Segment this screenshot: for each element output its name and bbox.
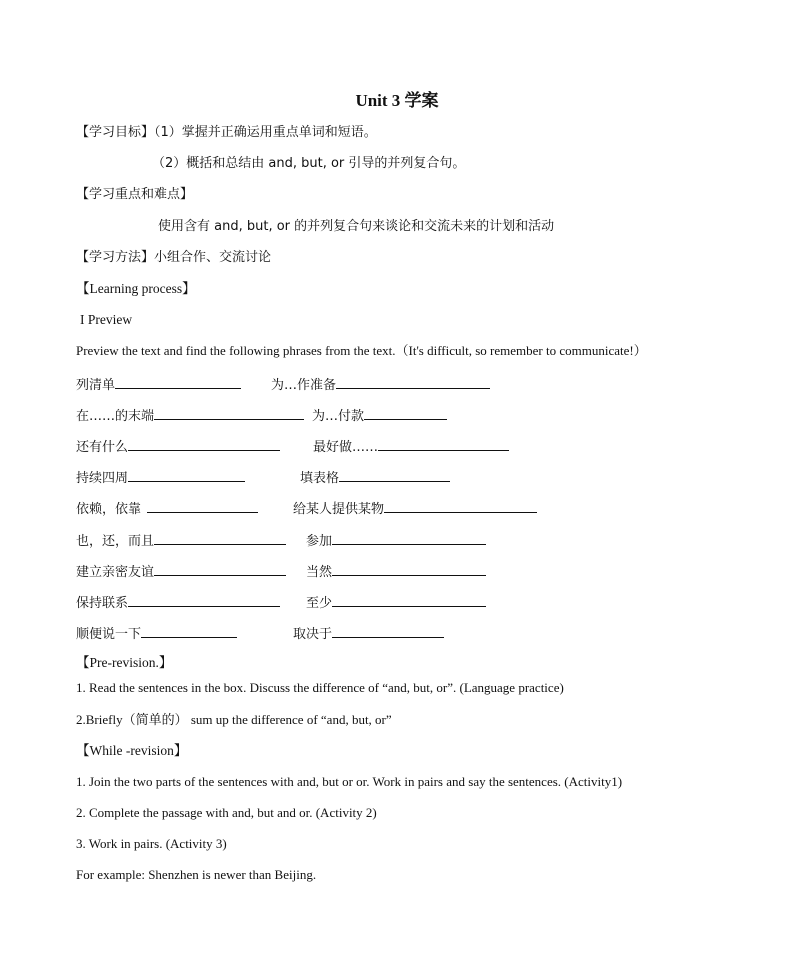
answer-blank[interactable] — [128, 592, 280, 607]
page-title: Unit 3 学案 — [355, 91, 439, 110]
phrase-left: 持续四周 — [76, 467, 245, 488]
phrase-left: 顺便说一下 — [76, 623, 237, 644]
answer-blank[interactable] — [332, 623, 444, 638]
answer-blank[interactable] — [364, 405, 447, 420]
phrase-left: 还有什么 — [76, 436, 280, 457]
objectives-row — [76, 124, 377, 142]
phrase-left: 保持联系 — [76, 592, 280, 613]
answer-blank[interactable] — [147, 498, 258, 513]
preview-heading: I Preview — [80, 312, 133, 327]
phrase-right: 当然 — [306, 561, 486, 582]
answer-blank[interactable] — [336, 374, 490, 389]
answer-blank[interactable] — [332, 592, 486, 607]
answer-blank[interactable] — [128, 467, 245, 482]
answer-blank[interactable] — [128, 436, 280, 451]
answer-blank[interactable] — [154, 405, 304, 420]
preview-instruction: Preview the text and find the following phrases from the text.（It's difficult, so remember to communicate!） — [76, 343, 647, 358]
phrase-right: 最好做…… — [313, 436, 509, 457]
answer-blank[interactable] — [154, 561, 286, 576]
learning-process-label: 【Learning process】 — [76, 281, 196, 296]
objective-item-2: （2）概括和总结由 and, but, or 引导的并列复合句。 — [152, 156, 466, 171]
answer-blank[interactable] — [332, 530, 486, 545]
phrase-left: 在……的末端 — [76, 405, 304, 426]
while-revision-label: 【While -revision】 — [76, 743, 188, 758]
while-revision-item-1: 1. Join the two parts of the sentences with and, but or or. Work in pairs and say the sentences. (Activity1) — [76, 774, 623, 789]
phrase-left: 列清单 — [76, 374, 241, 395]
answer-blank[interactable] — [384, 498, 537, 513]
phrase-left: 依赖，依靠 — [76, 498, 258, 519]
phrase-right: 取决于 — [293, 623, 444, 644]
phrase-right: 为…作准备 — [271, 374, 490, 395]
phrase-left: 也，还，而且 — [76, 530, 286, 551]
phrase-right: 参加 — [306, 530, 486, 551]
answer-blank[interactable] — [115, 374, 241, 389]
key-points-label: 【学习重点和难点】 — [76, 187, 194, 202]
phrase-left: 建立亲密友谊 — [76, 561, 286, 582]
phrase-right: 为…付款 — [312, 405, 447, 426]
methods-text: 【学习方法】小组合作、交流讨论 — [76, 250, 272, 265]
phrase-right: 给某人提供某物 — [293, 498, 537, 519]
phrase-right: 填表格 — [300, 467, 450, 488]
while-revision-item-3: 3. Work in pairs. (Activity 3) — [76, 836, 227, 851]
pre-revision-item-1: 1. Read the sentences in the box. Discuss the difference of “and, but, or”. (Language practice) — [76, 680, 564, 695]
objective-item-1: （1）掌握并正确运用重点单词和短语。 — [154, 125, 377, 140]
while-revision-item-2: 2. Complete the passage with and, but and or. (Activity 2) — [76, 805, 377, 820]
pre-revision-item-2: 2.Briefly（简单的） sum up the difference of “and, but, or” — [76, 712, 392, 727]
while-revision-example: For example: Shenzhen is newer than Beijing. — [76, 867, 317, 882]
answer-blank[interactable] — [154, 530, 286, 545]
answer-blank[interactable] — [378, 436, 509, 451]
key-points-text: 使用含有 and, but, or 的并列复合句来谈论和交流未来的计划和活动 — [158, 219, 555, 234]
phrase-right: 至少 — [306, 592, 486, 613]
answer-blank[interactable] — [141, 623, 237, 638]
pre-revision-label: 【Pre-revision.】 — [76, 655, 173, 670]
answer-blank[interactable] — [332, 561, 486, 576]
answer-blank[interactable] — [339, 467, 450, 482]
objectives-label: 【学习目标】 — [76, 125, 155, 140]
